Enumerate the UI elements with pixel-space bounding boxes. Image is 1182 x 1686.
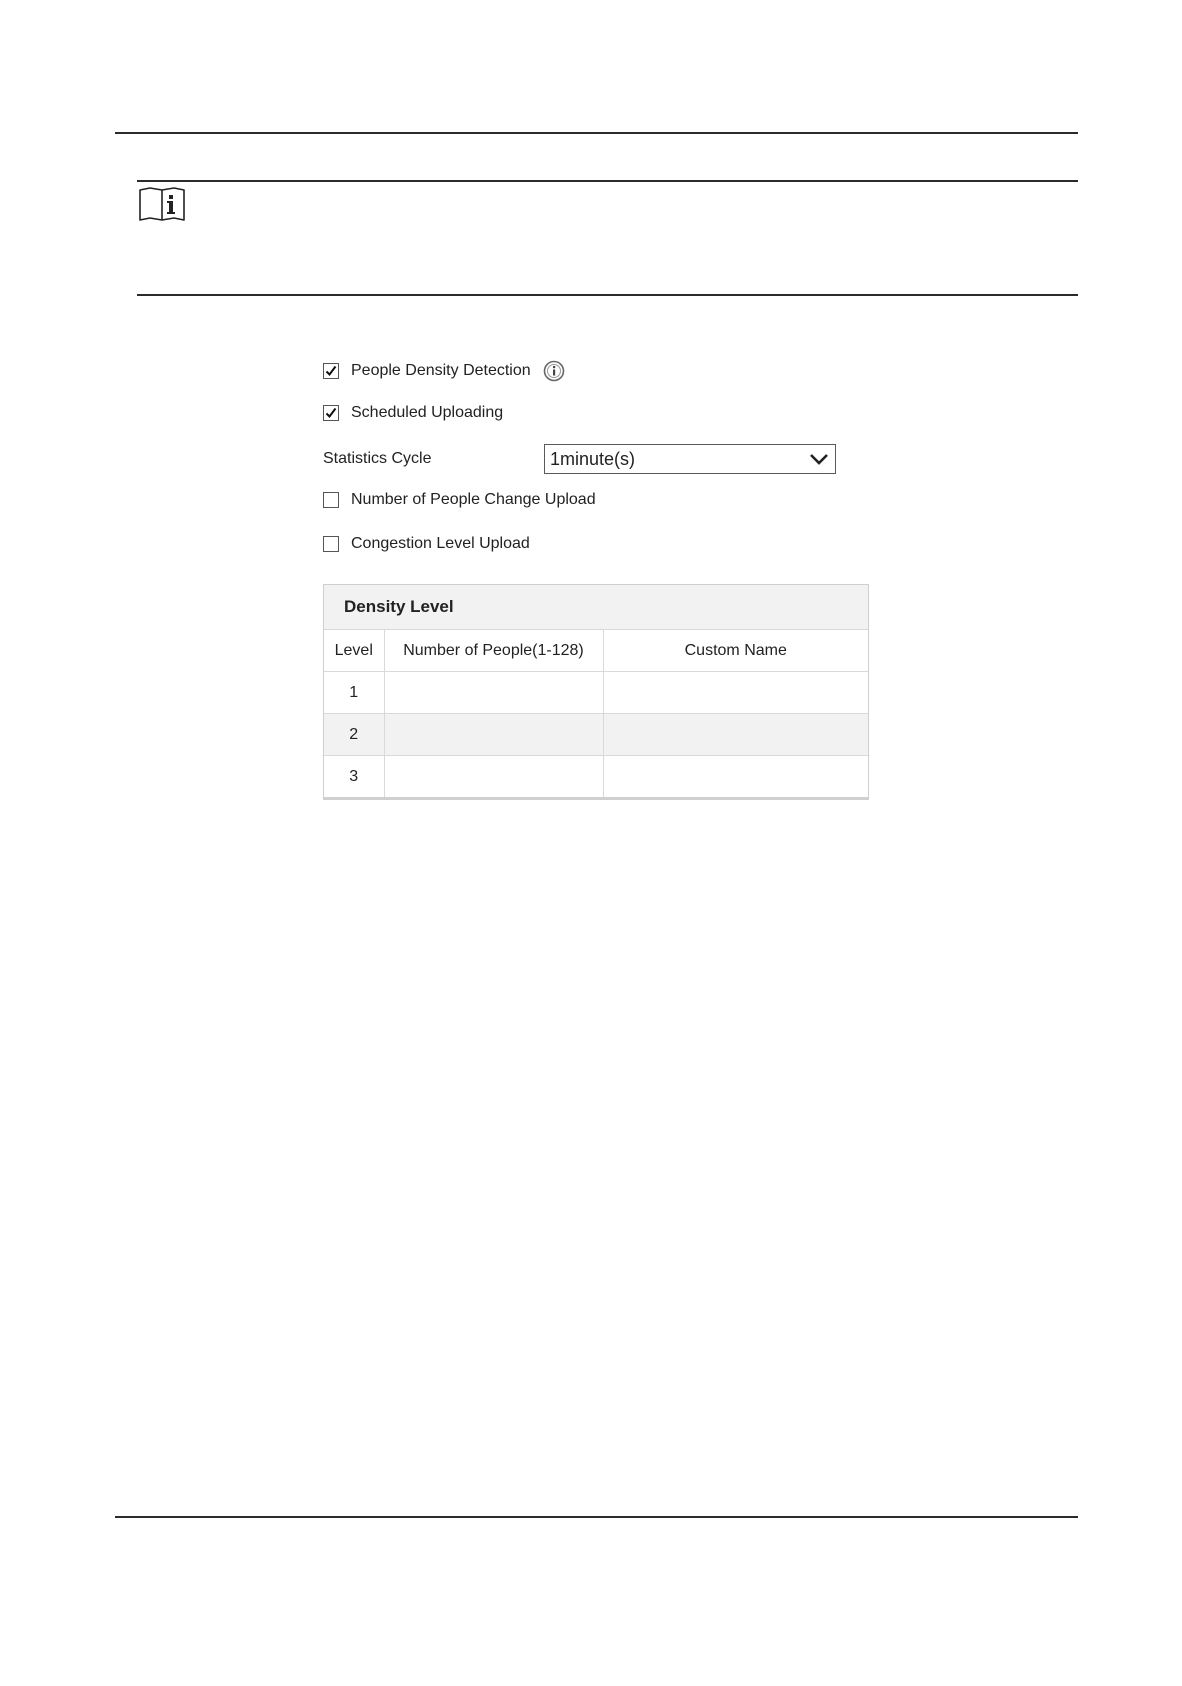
- number-of-people-change-upload-row: [323, 491, 596, 509]
- column-header-custom-name: Custom Name: [603, 630, 868, 672]
- checkmark-icon: [324, 364, 338, 378]
- note-rule-bottom: [137, 294, 1078, 296]
- table-row: [324, 714, 868, 756]
- custom-name-cell[interactable]: [603, 756, 868, 799]
- number-of-people-cell[interactable]: [384, 756, 603, 799]
- column-header-number-of-people: Number of People(1-128): [384, 630, 603, 672]
- statistics-cycle-value: 1minute(s): [550, 448, 636, 469]
- table-row: [324, 672, 868, 714]
- level-cell: 2: [324, 714, 384, 756]
- people-density-detection-checkbox[interactable]: [323, 363, 339, 379]
- people-density-detection-label: People Density Detection: [351, 362, 531, 379]
- number-of-people-cell[interactable]: [384, 672, 603, 714]
- table-header-row: [324, 630, 868, 672]
- column-header-level: Level: [324, 630, 384, 672]
- density-level-title: Density Level: [324, 585, 868, 630]
- level-cell: 3: [324, 756, 384, 799]
- scheduled-uploading-label: Scheduled Uploading: [351, 404, 504, 421]
- number-of-people-cell[interactable]: [384, 714, 603, 756]
- statistics-cycle-select[interactable]: [544, 444, 836, 474]
- checkmark-icon: [324, 406, 338, 420]
- density-level-table: [324, 630, 868, 799]
- footer-rule: [115, 1516, 1078, 1518]
- level-cell: 1: [324, 672, 384, 714]
- note-book-icon: [139, 187, 185, 221]
- info-icon[interactable]: [543, 360, 565, 382]
- custom-name-cell[interactable]: [603, 714, 868, 756]
- number-of-people-change-upload-label: Number of People Change Upload: [351, 491, 596, 508]
- scheduled-uploading-checkbox[interactable]: [323, 405, 339, 421]
- statistics-cycle-label: Statistics Cycle: [323, 450, 432, 467]
- congestion-level-upload-checkbox[interactable]: [323, 536, 339, 552]
- chevron-down-icon: [809, 451, 829, 467]
- number-of-people-change-upload-checkbox[interactable]: [323, 492, 339, 508]
- density-level-panel: [323, 584, 869, 800]
- congestion-level-upload-label: Congestion Level Upload: [351, 535, 530, 552]
- table-row: [324, 756, 868, 799]
- note-rule-top: [137, 180, 1078, 182]
- scheduled-uploading-row: [323, 404, 503, 422]
- header-rule: [115, 132, 1078, 134]
- congestion-level-upload-row: [323, 535, 530, 553]
- people-density-detection-row: [323, 360, 565, 382]
- custom-name-cell[interactable]: [603, 672, 868, 714]
